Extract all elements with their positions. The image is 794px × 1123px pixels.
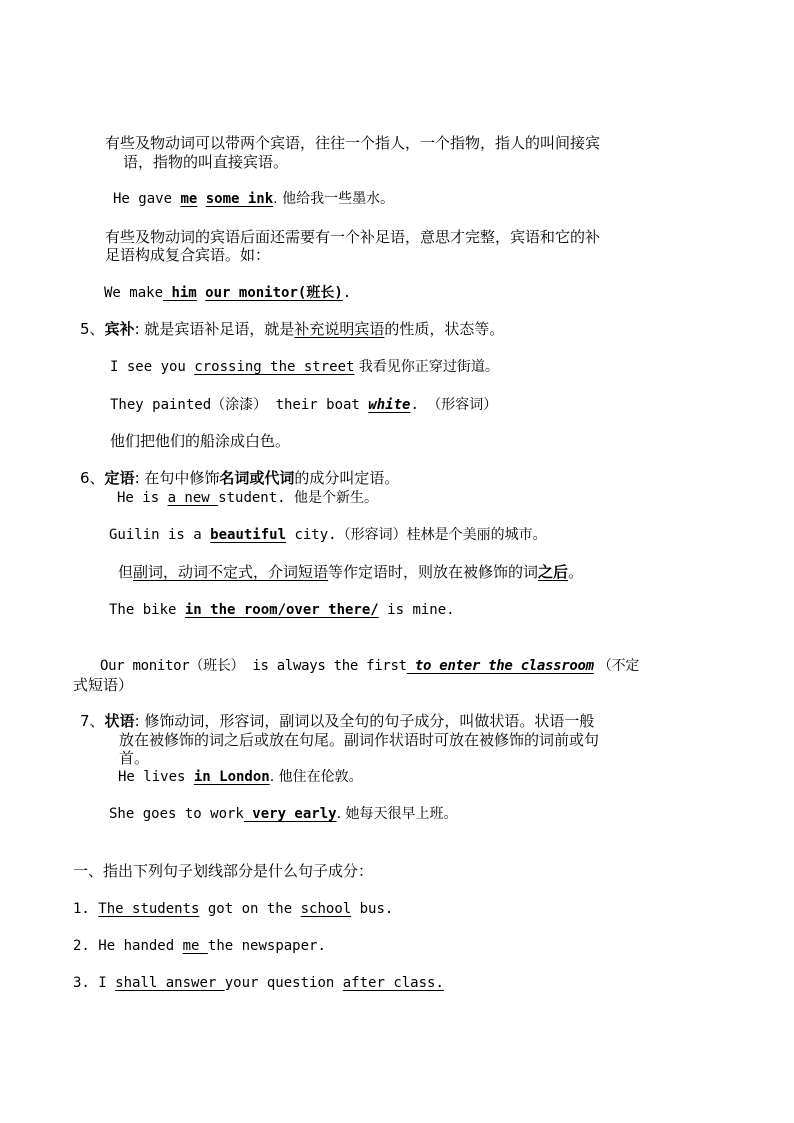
underlined-part: after class. [342,975,444,991]
underlined-complement: crossing the street [194,359,355,375]
underlined-part: school [300,901,352,917]
question-text: your question [224,975,343,991]
underlined-adverbial: very early [243,806,337,822]
example-translation: 我看见你正穿过街道。 [354,359,499,375]
example-text: We make [104,285,164,301]
question-number: 3. [73,975,99,991]
example-text: . [342,285,352,301]
underlined-indirect-object: me [180,191,198,207]
exercise-question-1 [73,900,393,918]
paragraph-complex-object-line2: 足语构成复合宾语。如： [105,246,271,264]
example-guilin [109,526,547,544]
section-title: 状语 [104,712,135,730]
underlined-complement: our monitor(班长) [205,285,343,301]
section-7-line3: 首。 [119,749,150,767]
paragraph-double-object-line2: 语，指物的叫直接宾语。 [123,153,289,171]
example-monitor-first-cont: 式短语） [73,676,134,694]
section-text: : 修饰动词，形容词，副词以及全句的句子成分，叫做状语。状语一般 [134,712,595,730]
example-text: is mine. [378,602,455,618]
example-monitor-first [100,657,639,675]
section-text: 的成分叫定语。 [294,469,400,487]
example-crossing-street [110,358,499,376]
example-text: （不定 [593,658,640,674]
underlined-attribute: beautiful [210,527,287,543]
exercise-question-3 [73,974,444,992]
example-translation: . 他给我一些墨水。 [273,191,395,207]
bold-term: 名词或代词 [219,469,295,487]
underlined-part: me [182,938,208,954]
example-text: I see you [110,359,195,375]
exercise-heading: 一、指出下列句子划线部分是什么句子成分： [73,862,374,880]
note-text: 。 [568,563,584,581]
section-7-heading [80,712,594,730]
example-gave-ink [113,190,394,208]
example-text: She goes to work [109,806,244,822]
question-text: I [98,975,116,991]
question-number: 2. [73,938,99,954]
underlined-complement: white [368,397,411,413]
example-text: student. 他是个新生。 [218,490,379,506]
example-painted-boat [110,396,497,414]
example-text: He is [117,490,168,506]
paragraph-complex-object-line1: 有些及物动词的宾语后面还需要有一个补足语，意思才完整，宾语和它的补 [105,228,601,246]
question-text: bus. [351,901,394,917]
question-number: 1. [73,901,99,917]
note-text: 但 [118,563,134,581]
underlined-term: 之后 [538,563,569,581]
question-text: got on the [199,901,301,917]
section-number: 6、 [80,469,105,487]
example-make-monitor [104,284,351,302]
example-text [197,191,205,207]
section-text: 的性质，状态等。 [384,320,505,338]
example-painted-translation: 他们把他们的船涂成白色。 [110,432,291,450]
section-number: 5、 [80,320,105,338]
section-7-line2: 放在被修饰的词之后或放在句尾。副词作状语时可放在被修饰的词前或句 [119,731,600,749]
example-text: city.（形容词）桂林是个美丽的城市。 [286,527,547,543]
section-number: 7、 [80,712,105,730]
underlined-attribute: in the room/over there/ [184,602,379,618]
section-title: 定语 [104,469,135,487]
section-5-heading [80,320,504,338]
underlined-term: 副词，动词不定式，介词短语 [133,563,329,581]
underlined-term: 补充说明宾语 [294,320,385,338]
paragraph-double-object-line1: 有些及物动词可以带两个宾语，往往一个指人，一个指物，指人的叫间接宾 [105,134,601,152]
example-london [118,768,363,786]
example-work-early [109,805,457,823]
section-text: : 就是宾语补足语，就是 [134,320,295,338]
example-text: They painted（涂漆） their boat [110,397,369,413]
question-text: the newspaper. [207,938,326,954]
example-text: . （形容词） [410,397,498,413]
example-text [197,285,205,301]
note-text: 等作定语时，则放在被修饰的词 [328,563,539,581]
underlined-object: him [163,285,197,301]
example-text: Guilin is a [109,527,211,543]
underlined-part: shall answer [115,975,225,991]
exercise-question-2 [73,937,326,955]
underlined-adverbial: in London [193,769,270,785]
example-new-student [117,489,378,507]
example-text: The bike [109,602,185,618]
example-text: He gave [113,191,181,207]
example-text: Our monitor（班长） is always the first [100,658,407,674]
underlined-direct-object: some ink [205,191,274,207]
question-text: He handed [98,938,183,954]
example-translation: . 她每天很早上班。 [336,806,458,822]
note-attribute-position [118,563,583,581]
example-bike [109,601,455,619]
example-translation: . 他住在伦敦。 [269,769,363,785]
section-6-heading [80,469,399,487]
underlined-attribute: to enter the classroom [406,658,594,674]
section-title: 宾补 [104,320,135,338]
section-text: : 在句中修饰 [134,469,220,487]
underlined-part: The students [98,901,200,917]
underlined-attribute: a new [167,490,219,506]
example-text: He lives [118,769,194,785]
